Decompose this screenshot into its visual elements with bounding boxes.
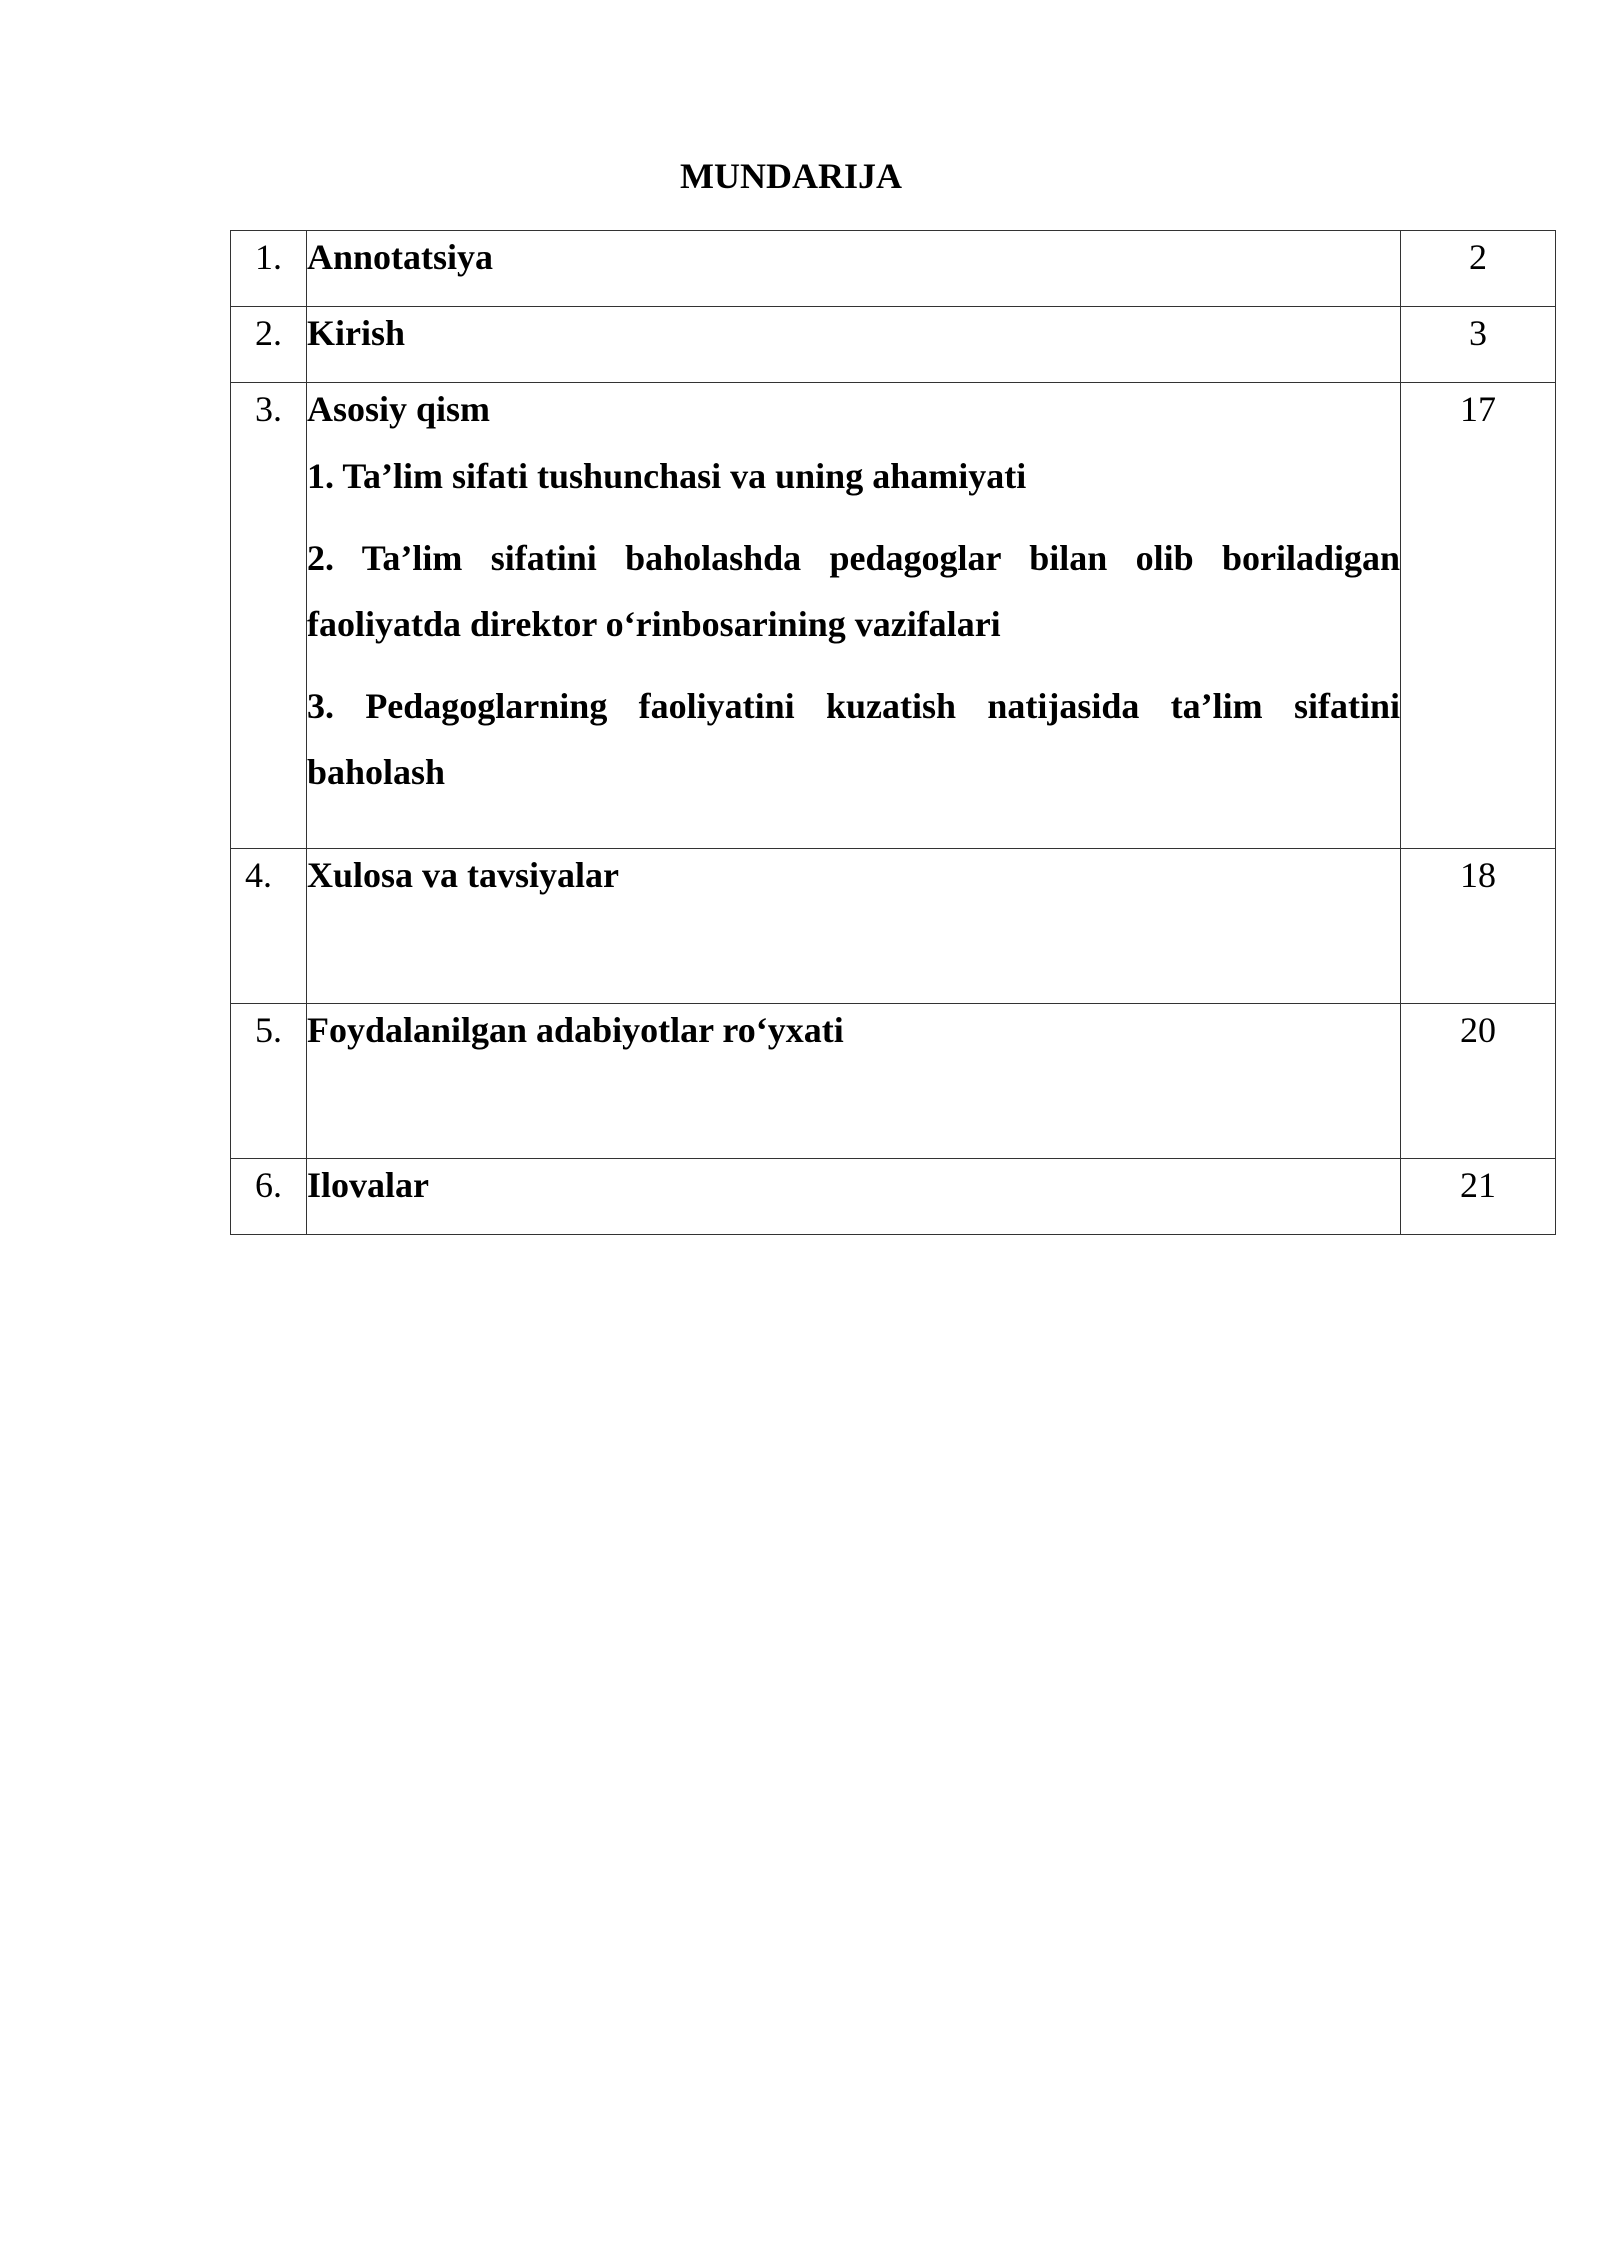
toc-row <box>231 1159 1556 1235</box>
toc-row-page: 3 <box>1401 307 1556 383</box>
toc-row-page: 2 <box>1401 231 1556 307</box>
toc-row <box>231 849 1556 1004</box>
toc-row-page: 17 <box>1401 383 1556 849</box>
toc-row-page: 21 <box>1401 1159 1556 1235</box>
toc-row-title: Asosiy qism <box>307 389 491 429</box>
toc-row-number: 4. <box>231 849 307 1004</box>
toc-row-title: Foydalanilgan adabiyotlar ro‘yxati <box>307 1004 1401 1159</box>
toc-row-title: Ilovalar <box>307 1159 1401 1235</box>
toc-row <box>231 307 1556 383</box>
toc-subitem: 1. Ta’lim sifati tushunchasi va uning ahamiyati <box>307 456 1027 496</box>
toc-row-title: Kirish <box>307 307 1401 383</box>
toc-row <box>231 383 1556 849</box>
toc-row-number: 1. <box>231 231 307 307</box>
page-title: MUNDARIJA <box>680 156 902 196</box>
toc-row-number: 2. <box>231 307 307 383</box>
toc-row <box>231 231 1556 307</box>
table-of-contents <box>230 230 1556 1235</box>
toc-row-title-cell <box>307 383 1401 849</box>
toc-row-title: Annotatsiya <box>307 231 1401 307</box>
toc-row-number: 3. <box>231 383 307 849</box>
toc-row-page: 18 <box>1401 849 1556 1004</box>
toc-row <box>231 1004 1556 1159</box>
toc-subitem: 2. Ta’lim sifatini baholashda pedagoglar bilan olib boriladigan faoliyatda direktor o‘rinbosarining vazifalari <box>307 538 1400 644</box>
toc-row-number: 6. <box>231 1159 307 1235</box>
toc-row-page: 20 <box>1401 1004 1556 1159</box>
toc-row-number: 5. <box>231 1004 307 1159</box>
toc-row-title: Xulosa va tavsiyalar <box>307 849 1401 1004</box>
toc-subitem: 3. Pedagoglarning faoliyatini kuzatish natijasida ta’lim sifatini baholash <box>307 686 1400 792</box>
